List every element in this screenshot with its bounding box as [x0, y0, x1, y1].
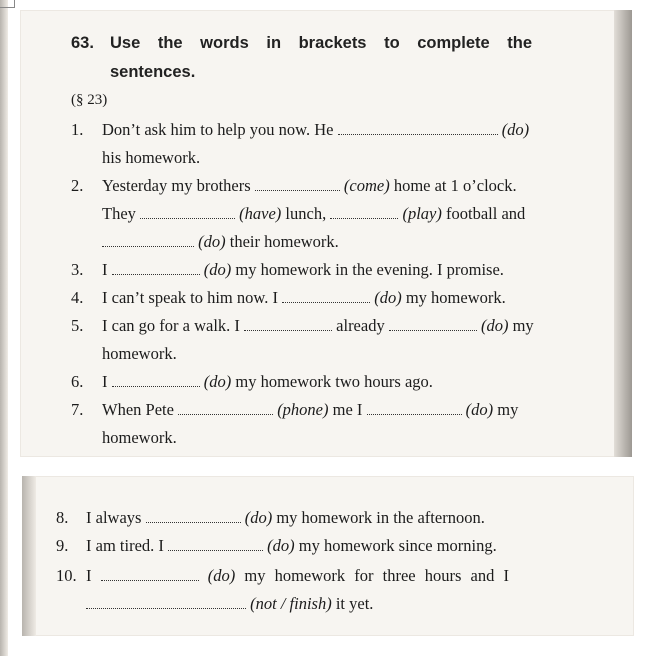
verb-hint: (do)	[501, 120, 530, 139]
item-7-line-2	[102, 428, 177, 448]
item-9-line-1	[86, 536, 497, 556]
scan-edge-left	[0, 0, 8, 656]
item-1-line-1	[102, 120, 529, 140]
sentence-text: When Pete	[102, 400, 174, 419]
section-reference: (§ 23)	[71, 92, 108, 108]
sentence-text: I	[102, 372, 108, 391]
item-number: 1.	[71, 120, 84, 139]
verb-hint: (do)	[465, 400, 494, 419]
sentence-text: my homework two hours ago.	[235, 372, 433, 391]
answer-blank[interactable]	[86, 594, 246, 609]
verb-hint: (do)	[374, 288, 402, 307]
sentence-text: I	[102, 260, 108, 279]
scan-edge-shadow	[614, 10, 632, 457]
item-number: 10.	[56, 566, 77, 585]
answer-blank[interactable]	[330, 204, 398, 219]
sentence-text: I can go for a walk. I	[102, 316, 240, 335]
verb-hint: (phone)	[277, 400, 329, 419]
item-2-line-1	[102, 176, 517, 196]
sentence-text: lunch,	[285, 204, 327, 223]
answer-blank[interactable]	[367, 400, 462, 415]
answer-blank[interactable]	[168, 536, 263, 551]
item-1-line-2	[102, 148, 200, 168]
answer-blank[interactable]	[389, 316, 477, 331]
item-number: 7.	[71, 400, 84, 419]
verb-hint: (have)	[239, 204, 282, 223]
sentence-text: home at 1 o’clock.	[393, 176, 517, 195]
sentence-text: my	[512, 316, 534, 335]
verb-hint: (come)	[343, 176, 390, 195]
answer-blank[interactable]	[338, 120, 498, 135]
page-scan-top	[20, 10, 632, 457]
item-6-line-1	[102, 372, 433, 392]
sentence-text: Yesterday my brothers	[102, 176, 251, 195]
verb-hint: (do)	[203, 372, 232, 391]
item-2-line-2	[102, 204, 525, 224]
item-8-line-1	[86, 508, 485, 528]
sentence-text: it yet.	[335, 594, 374, 613]
verb-hint: (do)	[480, 316, 509, 335]
item-2-line-3	[102, 232, 339, 252]
sentence-text: my homework since morning.	[298, 536, 497, 555]
item-number: 6.	[71, 372, 84, 391]
answer-blank[interactable]	[140, 204, 235, 219]
exercise-number: 63.	[71, 34, 94, 52]
sentence-text: I	[86, 566, 92, 585]
item-4-line-1	[102, 288, 506, 308]
item-10-line-2	[86, 594, 373, 614]
sentence-text: Don’t ask him to help you now. He	[102, 120, 334, 139]
sentence-text: me I	[332, 400, 363, 419]
item-number: 3.	[71, 260, 84, 279]
sentence-text: his homework.	[102, 148, 201, 167]
sentence-text: already	[336, 316, 385, 335]
sentence-text: I always	[86, 508, 142, 527]
item-number: 4.	[71, 288, 84, 307]
sentence-text: homework.	[102, 344, 177, 363]
item-7-line-1	[102, 400, 518, 420]
verb-hint: (not / finish)	[250, 594, 332, 613]
item-number: 2.	[71, 176, 84, 195]
sentence-text: my homework for three hours and I	[244, 566, 509, 585]
page-scan-bottom	[22, 476, 634, 636]
answer-blank[interactable]	[255, 176, 340, 191]
exercise-instruction-line1: Use the words in brackets to complete the	[110, 34, 532, 52]
scan-edge-shadow	[22, 476, 36, 636]
answer-blank[interactable]	[244, 316, 332, 331]
item-number: 9.	[56, 536, 69, 555]
item-number: 5.	[71, 316, 84, 335]
answer-blank[interactable]	[282, 288, 370, 303]
answer-blank[interactable]	[178, 400, 273, 415]
sentence-text: my homework in the evening. I promise.	[235, 260, 504, 279]
sentence-text: I can’t speak to him now. I	[102, 288, 278, 307]
scan-corner-mark	[0, 0, 15, 8]
verb-hint: (play)	[402, 204, 442, 223]
sentence-text: my	[497, 400, 519, 419]
sentence-text: my homework in the afternoon.	[276, 508, 485, 527]
verb-hint: (do)	[203, 260, 232, 279]
sentence-text: I am tired. I	[86, 536, 164, 555]
answer-blank[interactable]	[102, 232, 194, 247]
sentence-text: homework.	[102, 428, 177, 447]
item-5-line-2	[102, 344, 177, 364]
exercise-instruction-line2: sentences.	[110, 63, 196, 81]
answer-blank[interactable]	[146, 508, 241, 523]
answer-blank[interactable]	[112, 372, 200, 387]
sentence-text: football and	[446, 204, 526, 223]
verb-hint: (do)	[198, 232, 226, 251]
sentence-text: They	[102, 204, 136, 223]
item-3-line-1	[102, 260, 504, 280]
verb-hint: (do)	[267, 536, 295, 555]
verb-hint: (do)	[244, 508, 273, 527]
item-5-line-1	[102, 316, 534, 336]
item-10-line-1	[86, 566, 509, 586]
sentence-text: their homework.	[229, 232, 339, 251]
sentence-text: my homework.	[405, 288, 506, 307]
item-number: 8.	[56, 508, 69, 527]
verb-hint: (do)	[207, 566, 236, 585]
answer-blank[interactable]	[112, 260, 200, 275]
answer-blank[interactable]	[101, 566, 199, 581]
